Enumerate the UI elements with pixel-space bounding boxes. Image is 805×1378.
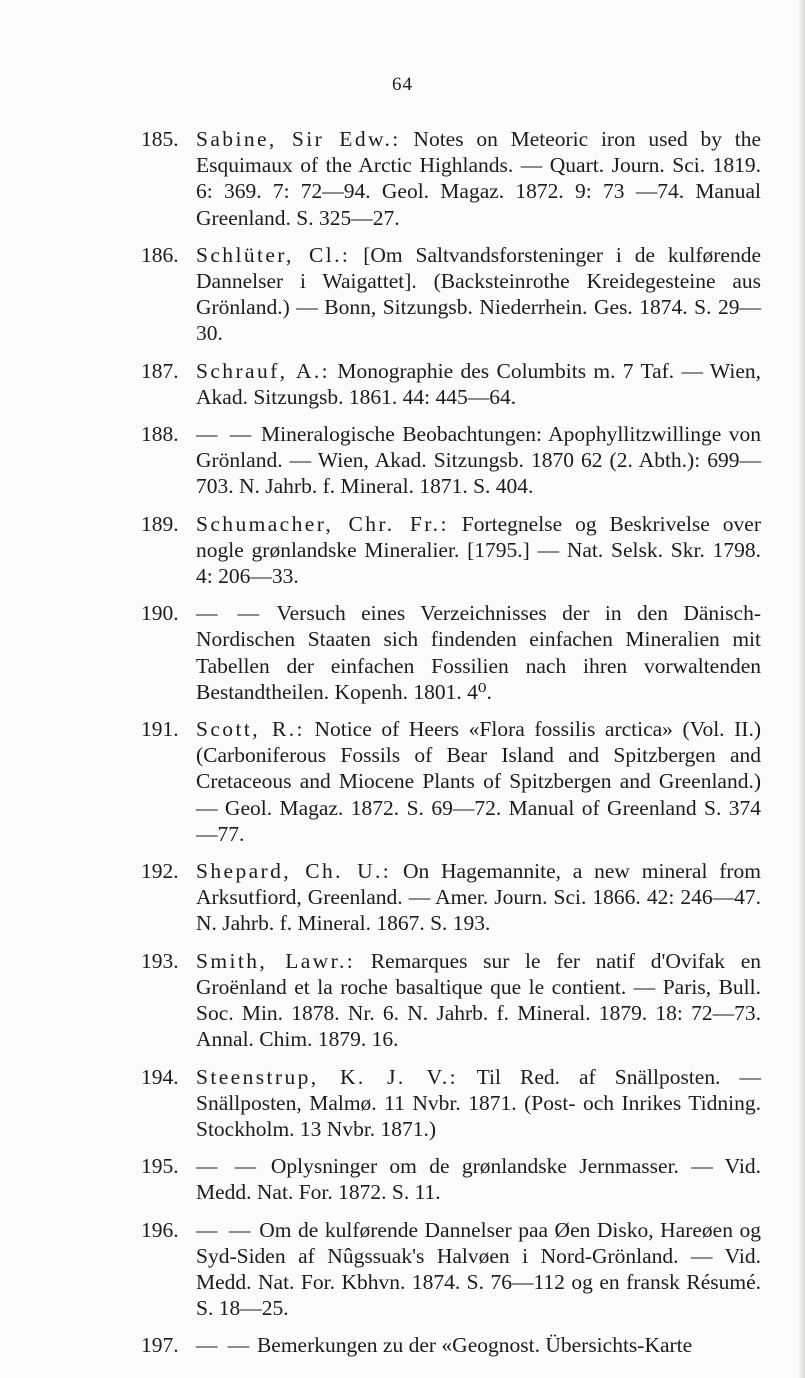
- page-number: 64: [392, 74, 413, 95]
- entry-author: — —: [196, 1154, 259, 1179]
- entry-text: Versuch eines Verzeichnisses der in den Dänisch-Nordischen Staaten sich findenden einfachen Mineralien mit Tabellen der einfachen Fossilien nach ihren vorwaltenden Bestandtheilen. Kopenh. 1801. 4⁰.: [196, 601, 761, 704]
- bibliography-entry: [141, 1332, 761, 1358]
- entry-number: 187.: [141, 358, 179, 383]
- bibliography-entry: [141, 511, 761, 590]
- entry-number: 194.: [141, 1064, 179, 1089]
- entry-number: 189.: [141, 511, 179, 536]
- entry-text: Bemerkungen zu der «Geognost. Übersichts-Karte: [256, 1333, 693, 1358]
- page-edge-shadow: [799, 0, 805, 1378]
- entry-author: Scott, R.:: [196, 717, 305, 742]
- entry-text: [Om Saltvandsforsteninger i de kulførende Dannelser i Waigattet]. (Backsteinrothe Kreidegesteine aus Grönland.) — Bonn, Sitzungsb. Niederrhein. Ges. 1874. S. 29—30.: [196, 242, 762, 346]
- entry-author: Schrauf, A.:: [196, 358, 331, 383]
- bibliography-entry: [141, 358, 761, 410]
- entry-text: Remarques sur le fer natif d'Ovifak en Groënland et la roche basaltique que le contient. — Paris, Bull. Soc. Min. 1878. Nr. 6. N. Jahrb. f. Mineral. 1879. 18: 72—73. Annal. Chim. 1879. 16.: [196, 948, 761, 1052]
- entry-text: Mineralogische Beobachtungen: Apophyllitzwillinge von Grönland. — Wien, Akad. Sitzungsb. 1870 62 (2. Abth.): 699—703. N. Jahrb. f. Mineral. 1871. S. 404.: [196, 422, 761, 499]
- bibliography-entry: [141, 858, 761, 937]
- bibliography-entry: [141, 948, 761, 1053]
- entry-text: Oplysninger om de grønlandske Jernmasser. — Vid. Medd. Nat. For. 1872. S. 11.: [196, 1154, 761, 1205]
- bibliography-entry: [141, 716, 761, 847]
- entry-text: On Hagemannite, a new mineral from Arksutfiord, Greenland. — Amer. Journ. Sci. 1866. 42: 246—47. N. Jahrb. f. Mineral. 1867. S. 193.: [196, 859, 761, 936]
- entry-number: 193.: [141, 948, 179, 973]
- entry-author: Schlüter, Cl.:: [196, 242, 351, 267]
- entry-text: Til Red. af Snällposten. — Snällposten, Malmø. 11 Nvbr. 1871. (Post- och Inrikes Tidning. Stockholm. 13 Nvbr. 1871.): [196, 1064, 761, 1141]
- entry-number: 197.: [141, 1333, 179, 1358]
- entry-number: 191.: [141, 717, 179, 742]
- entry-author: — —: [196, 1333, 252, 1358]
- entry-author: — —: [196, 601, 262, 626]
- entry-author: — —: [196, 422, 254, 447]
- bibliography-entry: [141, 600, 761, 705]
- bibliography-entry: [141, 1064, 761, 1143]
- entry-number: 188.: [141, 422, 179, 447]
- entry-text: Monographie des Columbits m. 7 Taf. — Wien, Akad. Sitzungsb. 1861. 44: 445—64.: [196, 358, 761, 409]
- entry-text: Notes on Meteoric iron used by the Esquimaux of the Arctic Highlands. — Quart. Journ. Sci. 1819. 6: 369. 7: 72—94. Geol. Magaz. 1872. 9: 73 —74. Manual Greenland. S. 325—27.: [196, 127, 762, 230]
- entry-text: Notice of Heers «Flora fossilis arctica» (Vol. II.) (Carboniferous Fossils of Bear Island and Spitzbergen and Cretaceous and Miocene Plants of Spitzbergen and Greenland.) — Geol. Magaz. 1872. S. 69—72. Manual of Greenland S. 374—77.: [196, 717, 762, 846]
- entry-text: Om de kulførende Dannelser paa Øen Disko, Hareøen og Syd-Siden af Nûgssuak's Halvøen i Nord-Grönland. — Vid. Medd. Nat. For. Kbhvn. 1874. S. 76—112 og en fransk Résumé. S. 18—25.: [196, 1217, 762, 1321]
- entry-number: 196.: [141, 1217, 179, 1242]
- entry-number: 185.: [141, 127, 179, 151]
- entry-text: Fortegnelse og Beskrivelse over nogle grønlandske Mineralier. [1795.] — Nat. Selsk. Skr. 1798. 4: 206—33.: [196, 511, 761, 589]
- entry-author: Schumacher, Chr. Fr.:: [196, 511, 449, 536]
- entry-author: Steenstrup, K. J. V.:: [196, 1064, 458, 1089]
- bibliography-entry: [141, 1217, 761, 1322]
- entry-number: 195.: [141, 1154, 179, 1179]
- entry-author: — —: [196, 1217, 253, 1242]
- bibliography-entry: [141, 242, 761, 347]
- bibliography-list: [141, 126, 761, 1370]
- entry-number: 186.: [141, 242, 179, 267]
- entry-number: 190.: [141, 601, 179, 626]
- entry-number: 192.: [141, 859, 179, 884]
- entry-author: Shepard, Ch. U.:: [196, 859, 392, 884]
- bibliography-entry: [141, 126, 761, 231]
- bibliography-entry: [141, 1153, 761, 1205]
- entry-author: Smith, Lawr.:: [196, 948, 356, 973]
- bibliography-entry: [141, 421, 761, 500]
- entry-author: Sabine, Sir Edw.:: [196, 127, 401, 151]
